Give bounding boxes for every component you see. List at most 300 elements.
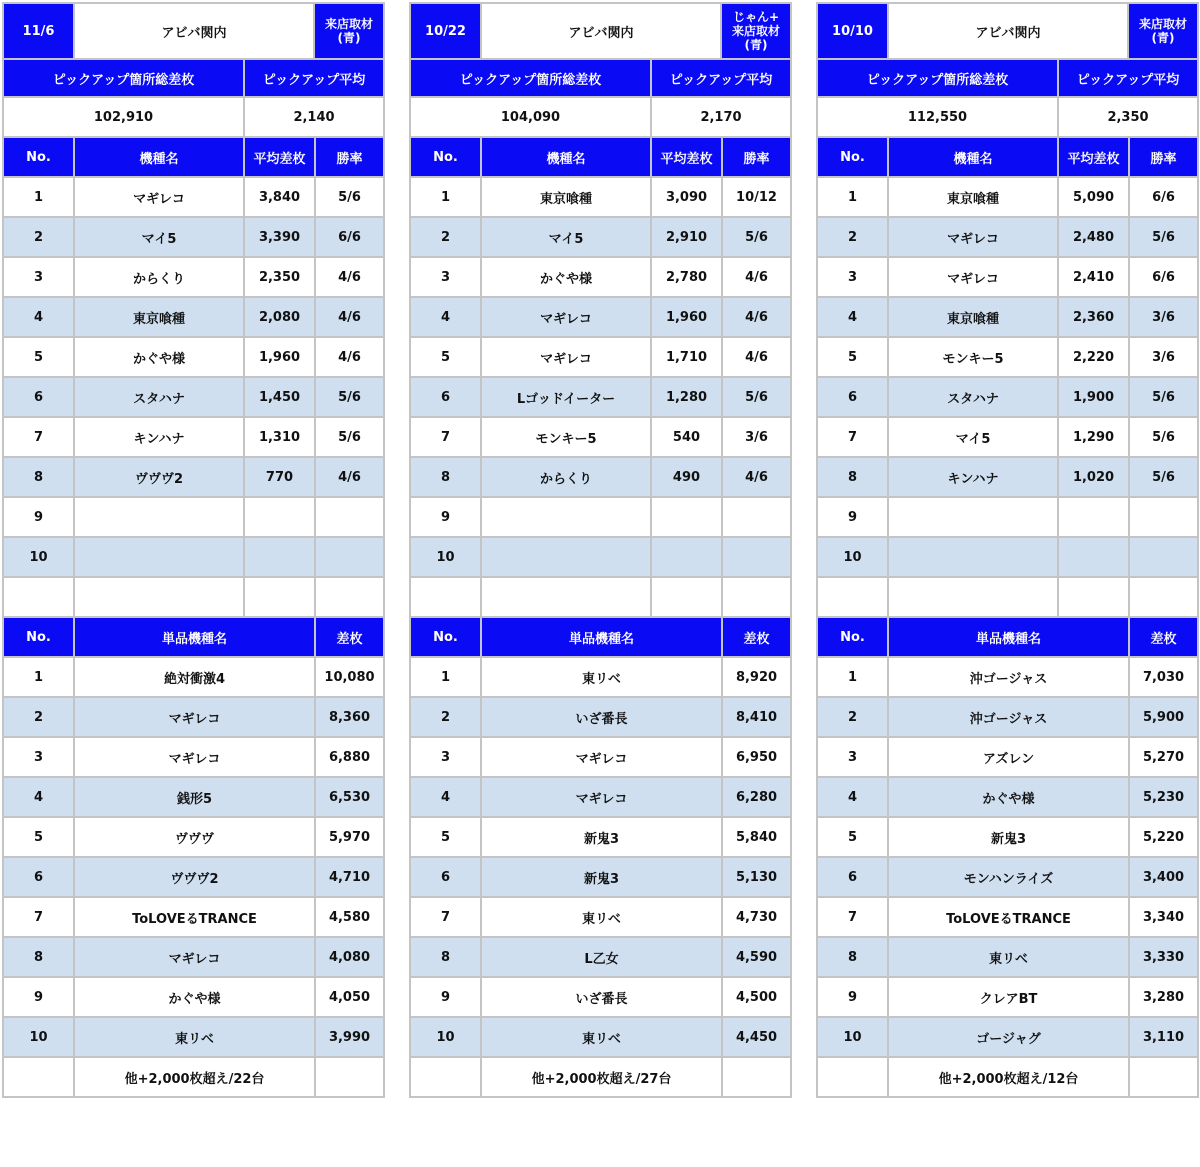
- win-rate-cell: 4/6: [315, 297, 384, 337]
- rank-cell: 1: [3, 657, 74, 697]
- diff-cell: 5,840: [722, 817, 791, 857]
- rank-cell: 4: [3, 777, 74, 817]
- avg-diff-cell: 2,910: [651, 217, 722, 257]
- pickup-row: [3, 377, 384, 417]
- win-rate-cell: [722, 497, 791, 537]
- model-cell: からくり: [481, 457, 651, 497]
- footer-note: 他+2,000枚超え/22台: [74, 1057, 315, 1097]
- avg-diff-cell: 3,090: [651, 177, 722, 217]
- diff-cell: 5,900: [1129, 697, 1198, 737]
- model-cell: [888, 497, 1058, 537]
- diff-cell: 5,130: [722, 857, 791, 897]
- rank-cell: 5: [3, 817, 74, 857]
- win-rate-cell: 5/6: [315, 177, 384, 217]
- diff-cell: 3,110: [1129, 1017, 1198, 1057]
- coverage-badge: [720, 4, 790, 58]
- footer-note: 他+2,000枚超え/27台: [481, 1057, 722, 1097]
- rank-cell: 10: [3, 1017, 74, 1057]
- diff-cell: 4,730: [722, 897, 791, 937]
- model-cell: からくり: [74, 257, 244, 297]
- single-model-cell: 新鬼3: [481, 817, 722, 857]
- model-cell: [481, 497, 651, 537]
- single-model-cell: 東リベ: [888, 937, 1129, 977]
- win-rate-cell: 4/6: [315, 257, 384, 297]
- date-cell: 11/6: [3, 3, 74, 59]
- diff-cell: 6,950: [722, 737, 791, 777]
- total-value: 104,090: [410, 97, 651, 137]
- pickup-row: [3, 297, 384, 337]
- single-model-cell: L乙女: [481, 937, 722, 977]
- single-model-cell: かぐや様: [74, 977, 315, 1017]
- rank-cell: 5: [410, 337, 481, 377]
- coverage-line: 来店取材: [731, 24, 780, 38]
- header-row: [817, 3, 1198, 59]
- rank-cell: 6: [3, 377, 74, 417]
- avg-diff-cell: 2,410: [1058, 257, 1129, 297]
- col-diff-header: 差枚: [315, 617, 384, 657]
- diff-cell: 5,970: [315, 817, 384, 857]
- avg-diff-cell: 1,290: [1058, 417, 1129, 457]
- single-model-cell: 沖ゴージャス: [888, 697, 1129, 737]
- rank-cell: 5: [817, 337, 888, 377]
- diff-cell: 8,410: [722, 697, 791, 737]
- rank-cell: 4: [817, 297, 888, 337]
- singles-header-row: [3, 617, 384, 657]
- pickup-row: [817, 537, 1198, 577]
- single-row: [410, 977, 791, 1017]
- col-diff-header: 差枚: [722, 617, 791, 657]
- avg-diff-cell: 2,480: [1058, 217, 1129, 257]
- win-rate-cell: [1129, 497, 1198, 537]
- win-rate-cell: 3/6: [1129, 337, 1198, 377]
- single-row: [410, 737, 791, 777]
- date-cell: 10/22: [410, 3, 481, 59]
- rank-cell: 8: [410, 457, 481, 497]
- avg-diff-cell: 770: [244, 457, 315, 497]
- header-row: [3, 3, 384, 59]
- win-rate-cell: 3/6: [1129, 297, 1198, 337]
- rank-cell: 10: [3, 537, 74, 577]
- col-no-header: No.: [3, 137, 74, 177]
- win-rate-cell: 5/6: [1129, 457, 1198, 497]
- col-avg-diff-header: 平均差枚: [244, 137, 315, 177]
- report-panel-3: [816, 2, 1197, 1098]
- coverage-line: (青): [337, 31, 361, 45]
- single-model-cell: マギレコ: [74, 737, 315, 777]
- col-no-header: No.: [410, 617, 481, 657]
- single-model-cell: ヴヴヴ2: [74, 857, 315, 897]
- diff-cell: 4,580: [315, 897, 384, 937]
- col-no-header: No.: [3, 617, 74, 657]
- avg-diff-cell: 5,090: [1058, 177, 1129, 217]
- pickup-row: [817, 377, 1198, 417]
- diff-cell: 4,500: [722, 977, 791, 1017]
- win-rate-cell: 6/6: [1129, 257, 1198, 297]
- diff-cell: 4,450: [722, 1017, 791, 1057]
- single-model-cell: マギレコ: [74, 697, 315, 737]
- col-model-header: 機種名: [481, 137, 651, 177]
- rank-cell: 6: [3, 857, 74, 897]
- report-table: [816, 2, 1199, 1098]
- diff-cell: 4,590: [722, 937, 791, 977]
- col-win-rate-header: 勝率: [1129, 137, 1198, 177]
- rank-cell: 9: [817, 497, 888, 537]
- rank-cell: 8: [410, 937, 481, 977]
- avg-diff-cell: 2,350: [244, 257, 315, 297]
- single-model-cell: クレアBT: [888, 977, 1129, 1017]
- report-panel-2: [409, 2, 790, 1098]
- rank-cell: 6: [410, 377, 481, 417]
- summary-value-row: [410, 97, 791, 137]
- model-cell: スタハナ: [74, 377, 244, 417]
- pickup-row: [410, 217, 791, 257]
- single-row: [410, 1017, 791, 1057]
- win-rate-cell: 5/6: [315, 377, 384, 417]
- total-value: 112,550: [817, 97, 1058, 137]
- singles-header-row: [410, 617, 791, 657]
- avg-diff-cell: 1,020: [1058, 457, 1129, 497]
- store-name: アビバ関内: [568, 25, 634, 41]
- win-rate-cell: 10/12: [722, 177, 791, 217]
- win-rate-cell: 4/6: [315, 337, 384, 377]
- report-table: [2, 2, 385, 1098]
- pickup-row: [3, 217, 384, 257]
- footer-row: [3, 1057, 384, 1097]
- report-panel-1: [2, 2, 383, 1098]
- diff-cell: 3,400: [1129, 857, 1198, 897]
- pickup-row: [3, 457, 384, 497]
- col-no-header: No.: [410, 137, 481, 177]
- single-model-cell: ヴヴヴ: [74, 817, 315, 857]
- rank-cell: 3: [3, 737, 74, 777]
- rank-cell: 4: [3, 297, 74, 337]
- model-cell: モンキー5: [481, 417, 651, 457]
- col-model-header: 機種名: [888, 137, 1058, 177]
- avg-diff-cell: 490: [651, 457, 722, 497]
- rank-cell: 6: [817, 377, 888, 417]
- total-label: ピックアップ箇所総差枚: [3, 59, 244, 97]
- single-row: [817, 697, 1198, 737]
- pickup-row: [410, 377, 791, 417]
- pickup-row: [817, 257, 1198, 297]
- average-value: 2,350: [1058, 97, 1198, 137]
- single-row: [410, 777, 791, 817]
- coverage-line: 来店取材: [1138, 17, 1187, 31]
- single-row: [3, 657, 384, 697]
- single-model-cell: いざ番長: [481, 977, 722, 1017]
- single-row: [3, 897, 384, 937]
- pickup-row: [410, 417, 791, 457]
- pickup-row: [817, 457, 1198, 497]
- rank-cell: 10: [410, 537, 481, 577]
- win-rate-cell: 5/6: [1129, 377, 1198, 417]
- footer-note: 他+2,000枚超え/12台: [888, 1057, 1129, 1097]
- store-coverage-cell: [74, 3, 384, 59]
- single-row: [817, 857, 1198, 897]
- total-value: 102,910: [3, 97, 244, 137]
- model-cell: 東京喰種: [481, 177, 651, 217]
- model-cell: かぐや様: [74, 337, 244, 377]
- single-model-cell: モンハンライズ: [888, 857, 1129, 897]
- avg-diff-cell: 1,450: [244, 377, 315, 417]
- rank-cell: 2: [410, 697, 481, 737]
- summary-header-row: [817, 59, 1198, 97]
- win-rate-cell: [315, 497, 384, 537]
- rank-cell: 3: [410, 257, 481, 297]
- diff-cell: 4,050: [315, 977, 384, 1017]
- rank-cell: 2: [3, 697, 74, 737]
- avg-diff-cell: 1,710: [651, 337, 722, 377]
- single-model-cell: マギレコ: [74, 937, 315, 977]
- win-rate-cell: 5/6: [1129, 417, 1198, 457]
- pickup-row: [410, 177, 791, 217]
- avg-diff-cell: 2,780: [651, 257, 722, 297]
- single-model-cell: マギレコ: [481, 777, 722, 817]
- col-avg-diff-header: 平均差枚: [1058, 137, 1129, 177]
- rank-cell: 9: [410, 977, 481, 1017]
- rank-cell: 8: [3, 937, 74, 977]
- average-value: 2,170: [651, 97, 791, 137]
- rank-cell: 1: [817, 177, 888, 217]
- rank-cell: 8: [817, 937, 888, 977]
- model-cell: マイ5: [481, 217, 651, 257]
- model-cell: マギレコ: [481, 297, 651, 337]
- rank-cell: 5: [817, 817, 888, 857]
- rank-cell: 8: [3, 457, 74, 497]
- model-cell: 東京喰種: [74, 297, 244, 337]
- rank-cell: 6: [817, 857, 888, 897]
- single-row: [3, 857, 384, 897]
- single-row: [3, 977, 384, 1017]
- rank-cell: 2: [817, 217, 888, 257]
- single-model-cell: 東リベ: [74, 1017, 315, 1057]
- single-row: [3, 1017, 384, 1057]
- diff-cell: 7,030: [1129, 657, 1198, 697]
- avg-diff-cell: [244, 497, 315, 537]
- single-row: [817, 657, 1198, 697]
- model-cell: キンハナ: [888, 457, 1058, 497]
- singles-header-row: [817, 617, 1198, 657]
- col-no-header: No.: [817, 137, 888, 177]
- spacer-row: [410, 577, 791, 617]
- single-row: [817, 897, 1198, 937]
- store-coverage-cell: [888, 3, 1198, 59]
- single-model-cell: かぐや様: [888, 777, 1129, 817]
- col-model-header: 機種名: [74, 137, 244, 177]
- single-row: [3, 737, 384, 777]
- pickup-row: [410, 457, 791, 497]
- diff-cell: 8,920: [722, 657, 791, 697]
- pickup-row: [817, 497, 1198, 537]
- rank-cell: 4: [410, 777, 481, 817]
- coverage-badge: [313, 4, 383, 58]
- summary-value-row: [3, 97, 384, 137]
- rank-cell: 7: [3, 897, 74, 937]
- rank-cell: 3: [817, 737, 888, 777]
- diff-cell: 3,340: [1129, 897, 1198, 937]
- total-label: ピックアップ箇所総差枚: [410, 59, 651, 97]
- rank-cell: 5: [410, 817, 481, 857]
- model-cell: キンハナ: [74, 417, 244, 457]
- model-cell: [481, 537, 651, 577]
- win-rate-cell: 4/6: [315, 457, 384, 497]
- single-row: [817, 737, 1198, 777]
- avg-diff-cell: 1,310: [244, 417, 315, 457]
- win-rate-cell: 4/6: [722, 457, 791, 497]
- diff-cell: 5,270: [1129, 737, 1198, 777]
- single-row: [3, 697, 384, 737]
- diff-cell: 6,530: [315, 777, 384, 817]
- rank-cell: 7: [817, 897, 888, 937]
- single-row: [3, 777, 384, 817]
- pickup-row: [817, 297, 1198, 337]
- single-model-cell: 絶対衝激4: [74, 657, 315, 697]
- header-row: [410, 3, 791, 59]
- model-cell: [888, 537, 1058, 577]
- date-cell: 10/10: [817, 3, 888, 59]
- rank-cell: 3: [3, 257, 74, 297]
- single-model-cell: 新鬼3: [888, 817, 1129, 857]
- rank-cell: 9: [3, 977, 74, 1017]
- coverage-line: (青): [1151, 31, 1175, 45]
- win-rate-cell: 6/6: [315, 217, 384, 257]
- pickup-row: [410, 297, 791, 337]
- diff-cell: 5,230: [1129, 777, 1198, 817]
- rank-cell: 5: [3, 337, 74, 377]
- single-model-cell: マギレコ: [481, 737, 722, 777]
- pickup-header-row: [817, 137, 1198, 177]
- pickup-header-row: [410, 137, 791, 177]
- pickup-row: [410, 337, 791, 377]
- average-label: ピックアップ平均: [651, 59, 791, 97]
- single-row: [817, 1017, 1198, 1057]
- model-cell: 東京喰種: [888, 177, 1058, 217]
- single-model-cell: アズレン: [888, 737, 1129, 777]
- pickup-row: [3, 417, 384, 457]
- diff-cell: 3,280: [1129, 977, 1198, 1017]
- rank-cell: 8: [817, 457, 888, 497]
- coverage-badge: [1127, 4, 1197, 58]
- footer-row: [410, 1057, 791, 1097]
- diff-cell: 3,990: [315, 1017, 384, 1057]
- diff-cell: 6,280: [722, 777, 791, 817]
- summary-header-row: [410, 59, 791, 97]
- store-coverage-cell: [481, 3, 791, 59]
- model-cell: マイ5: [888, 417, 1058, 457]
- single-row: [410, 697, 791, 737]
- rank-cell: 7: [410, 897, 481, 937]
- model-cell: Lゴッドイーター: [481, 377, 651, 417]
- rank-cell: 7: [3, 417, 74, 457]
- single-row: [3, 937, 384, 977]
- avg-diff-cell: [651, 497, 722, 537]
- pickup-row: [817, 417, 1198, 457]
- single-model-cell: 新鬼3: [481, 857, 722, 897]
- rank-cell: 1: [410, 657, 481, 697]
- pickup-row: [817, 337, 1198, 377]
- diff-cell: 10,080: [315, 657, 384, 697]
- pickup-row: [817, 177, 1198, 217]
- pickup-row: [3, 257, 384, 297]
- model-cell: [74, 497, 244, 537]
- col-diff-header: 差枚: [1129, 617, 1198, 657]
- win-rate-cell: 4/6: [722, 257, 791, 297]
- model-cell: マイ5: [74, 217, 244, 257]
- store-name: アビバ関内: [975, 25, 1041, 41]
- coverage-line: 来店取材: [324, 17, 373, 31]
- model-cell: ヴヴヴ2: [74, 457, 244, 497]
- model-cell: マギレコ: [888, 217, 1058, 257]
- col-no-header: No.: [817, 617, 888, 657]
- rank-cell: 2: [410, 217, 481, 257]
- single-model-cell: 沖ゴージャス: [888, 657, 1129, 697]
- pickup-row: [3, 497, 384, 537]
- rank-cell: 1: [3, 177, 74, 217]
- model-cell: [74, 537, 244, 577]
- rank-cell: 7: [410, 417, 481, 457]
- diff-cell: 4,710: [315, 857, 384, 897]
- summary-value-row: [817, 97, 1198, 137]
- rank-cell: 1: [817, 657, 888, 697]
- avg-diff-cell: [1058, 537, 1129, 577]
- win-rate-cell: 3/6: [722, 417, 791, 457]
- diff-cell: 3,330: [1129, 937, 1198, 977]
- rank-cell: 7: [817, 417, 888, 457]
- single-model-cell: 銭形5: [74, 777, 315, 817]
- diff-cell: 5,220: [1129, 817, 1198, 857]
- coverage-line: (青): [744, 38, 768, 52]
- avg-diff-cell: 540: [651, 417, 722, 457]
- average-label: ピックアップ平均: [244, 59, 384, 97]
- model-cell: 東京喰種: [888, 297, 1058, 337]
- pickup-row: [3, 537, 384, 577]
- single-row: [3, 817, 384, 857]
- win-rate-cell: 5/6: [722, 377, 791, 417]
- single-row: [817, 937, 1198, 977]
- model-cell: マギレコ: [481, 337, 651, 377]
- rank-cell: 2: [3, 217, 74, 257]
- rank-cell: 9: [817, 977, 888, 1017]
- spacer-row: [817, 577, 1198, 617]
- model-cell: マギレコ: [74, 177, 244, 217]
- win-rate-cell: 4/6: [722, 297, 791, 337]
- store-name: アビバ関内: [161, 25, 227, 41]
- single-row: [410, 937, 791, 977]
- avg-diff-cell: 2,080: [244, 297, 315, 337]
- avg-diff-cell: 3,390: [244, 217, 315, 257]
- diff-cell: 8,360: [315, 697, 384, 737]
- pickup-row: [410, 497, 791, 537]
- win-rate-cell: 5/6: [722, 217, 791, 257]
- single-model-cell: いざ番長: [481, 697, 722, 737]
- col-single-model-header: 単品機種名: [888, 617, 1129, 657]
- avg-diff-cell: 2,360: [1058, 297, 1129, 337]
- single-row: [410, 657, 791, 697]
- avg-diff-cell: 1,960: [651, 297, 722, 337]
- rank-cell: 4: [817, 777, 888, 817]
- model-cell: スタハナ: [888, 377, 1058, 417]
- col-avg-diff-header: 平均差枚: [651, 137, 722, 177]
- win-rate-cell: [315, 537, 384, 577]
- single-model-cell: ToLOVEるTRANCE: [74, 897, 315, 937]
- single-model-cell: ゴージャグ: [888, 1017, 1129, 1057]
- win-rate-cell: 5/6: [1129, 217, 1198, 257]
- average-label: ピックアップ平均: [1058, 59, 1198, 97]
- rank-cell: 10: [817, 1017, 888, 1057]
- rank-cell: 3: [410, 737, 481, 777]
- spacer-row: [3, 577, 384, 617]
- avg-diff-cell: [1058, 497, 1129, 537]
